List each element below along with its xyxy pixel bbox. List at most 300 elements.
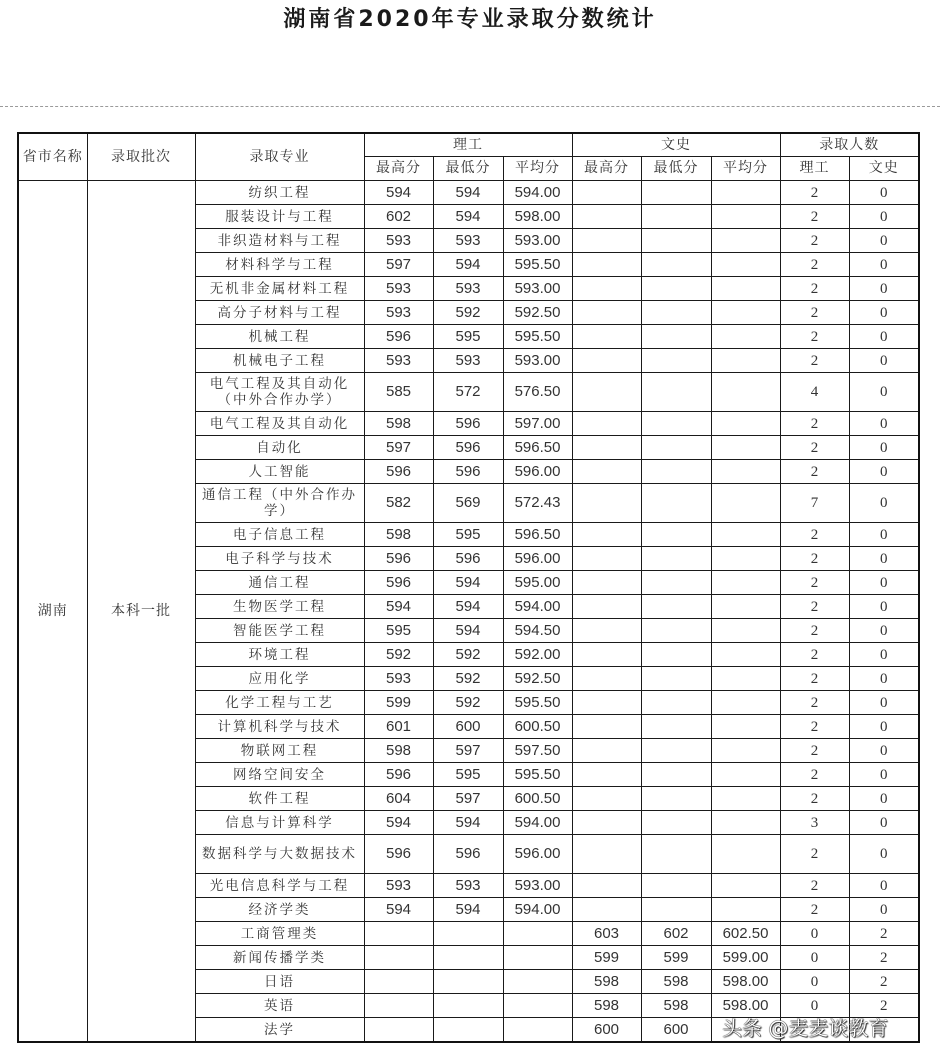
count-arts-cell: 0 — [849, 181, 919, 205]
science-max-cell: 585 — [364, 373, 433, 412]
count-science-cell: 2 — [780, 787, 849, 811]
arts-avg-cell — [711, 547, 780, 571]
science-avg-cell — [503, 970, 572, 994]
arts-avg-cell — [711, 277, 780, 301]
science-max-cell: 593 — [364, 301, 433, 325]
header-science-min: 最低分 — [433, 157, 503, 181]
science-min-cell: 596 — [433, 436, 503, 460]
table-body — [18, 181, 919, 1043]
science-min-cell: 595 — [433, 325, 503, 349]
count-science-cell: 2 — [780, 181, 849, 205]
arts-avg-cell — [711, 460, 780, 484]
arts-max-cell — [572, 349, 641, 373]
arts-min-cell — [641, 349, 711, 373]
arts-avg-cell: 599.00 — [711, 946, 780, 970]
science-max-cell — [364, 994, 433, 1018]
count-arts-cell: 0 — [849, 301, 919, 325]
arts-avg-cell — [711, 643, 780, 667]
arts-max-cell — [572, 811, 641, 835]
count-science-cell: 2 — [780, 205, 849, 229]
arts-min-cell — [641, 898, 711, 922]
science-max-cell: 594 — [364, 181, 433, 205]
science-max-cell: 592 — [364, 643, 433, 667]
science-max-cell: 598 — [364, 523, 433, 547]
science-max-cell: 593 — [364, 874, 433, 898]
count-science-cell: 2 — [780, 619, 849, 643]
arts-avg-cell — [711, 595, 780, 619]
arts-avg-cell — [711, 229, 780, 253]
arts-avg-cell — [711, 373, 780, 412]
arts-avg-cell — [711, 253, 780, 277]
science-min-cell: 594 — [433, 205, 503, 229]
header-province: 省市名称 — [18, 133, 87, 181]
major-cell: 电气工程及其自动化 — [195, 412, 364, 436]
count-science-cell: 2 — [780, 643, 849, 667]
count-science-cell: 2 — [780, 436, 849, 460]
table-row — [18, 181, 919, 205]
arts-avg-cell — [711, 811, 780, 835]
count-science-cell: 0 — [780, 946, 849, 970]
arts-min-cell — [641, 484, 711, 523]
science-min-cell: 594 — [433, 571, 503, 595]
count-arts-cell: 0 — [849, 691, 919, 715]
science-min-cell: 596 — [433, 460, 503, 484]
arts-avg-cell — [711, 205, 780, 229]
arts-max-cell — [572, 595, 641, 619]
arts-max-cell: 603 — [572, 922, 641, 946]
header-count-arts: 文史 — [849, 157, 919, 181]
count-science-cell: 2 — [780, 715, 849, 739]
arts-min-cell: 599 — [641, 946, 711, 970]
science-max-cell: 596 — [364, 835, 433, 874]
science-min-cell: 592 — [433, 667, 503, 691]
count-arts-cell: 0 — [849, 667, 919, 691]
arts-min-cell — [641, 277, 711, 301]
count-arts-cell: 0 — [849, 436, 919, 460]
header-batch: 录取批次 — [87, 133, 195, 181]
arts-max-cell — [572, 619, 641, 643]
arts-avg-cell — [711, 787, 780, 811]
arts-max-cell — [572, 547, 641, 571]
arts-avg-cell — [711, 412, 780, 436]
arts-max-cell — [572, 715, 641, 739]
arts-min-cell — [641, 787, 711, 811]
arts-max-cell — [572, 571, 641, 595]
count-science-cell: 2 — [780, 691, 849, 715]
major-cell: 日语 — [195, 970, 364, 994]
arts-max-cell — [572, 205, 641, 229]
count-science-cell: 2 — [780, 739, 849, 763]
science-min-cell: 592 — [433, 643, 503, 667]
arts-min-cell — [641, 436, 711, 460]
arts-max-cell — [572, 898, 641, 922]
science-avg-cell — [503, 1018, 572, 1043]
header-major: 录取专业 — [195, 133, 364, 181]
major-cell: 无机非金属材料工程 — [195, 277, 364, 301]
count-arts-cell: 2 — [849, 922, 919, 946]
science-max-cell: 597 — [364, 436, 433, 460]
major-cell: 网络空间安全 — [195, 763, 364, 787]
arts-min-cell — [641, 460, 711, 484]
arts-max-cell: 600 — [572, 1018, 641, 1043]
major-cell: 服装设计与工程 — [195, 205, 364, 229]
major-cell: 光电信息科学与工程 — [195, 874, 364, 898]
science-avg-cell: 595.00 — [503, 571, 572, 595]
arts-max-cell — [572, 301, 641, 325]
major-cell: 物联网工程 — [195, 739, 364, 763]
major-cell: 经济学类 — [195, 898, 364, 922]
science-min-cell: 594 — [433, 595, 503, 619]
science-avg-cell: 597.50 — [503, 739, 572, 763]
header-science-avg: 平均分 — [503, 157, 572, 181]
major-cell: 自动化 — [195, 436, 364, 460]
science-max-cell: 594 — [364, 811, 433, 835]
arts-min-cell: 598 — [641, 970, 711, 994]
count-arts-cell: 0 — [849, 373, 919, 412]
science-avg-cell: 594.00 — [503, 811, 572, 835]
arts-min-cell — [641, 643, 711, 667]
science-min-cell: 572 — [433, 373, 503, 412]
arts-avg-cell: 598.00 — [711, 994, 780, 1018]
count-science-cell: 2 — [780, 349, 849, 373]
science-min-cell — [433, 1018, 503, 1043]
admission-score-table — [17, 132, 920, 1043]
science-avg-cell: 600.50 — [503, 715, 572, 739]
count-arts-cell: 0 — [849, 898, 919, 922]
science-avg-cell: 594.00 — [503, 898, 572, 922]
arts-min-cell: 598 — [641, 994, 711, 1018]
major-cell: 工商管理类 — [195, 922, 364, 946]
arts-max-cell — [572, 787, 641, 811]
count-science-cell: 2 — [780, 667, 849, 691]
count-arts-cell: 0 — [849, 460, 919, 484]
major-cell: 新闻传播学类 — [195, 946, 364, 970]
arts-avg-cell — [711, 301, 780, 325]
science-avg-cell: 597.00 — [503, 412, 572, 436]
science-max-cell: 601 — [364, 715, 433, 739]
science-min-cell — [433, 970, 503, 994]
science-max-cell: 593 — [364, 277, 433, 301]
arts-min-cell — [641, 715, 711, 739]
count-arts-cell: 0 — [849, 787, 919, 811]
arts-max-cell — [572, 181, 641, 205]
major-cell: 非织造材料与工程 — [195, 229, 364, 253]
science-max-cell: 594 — [364, 595, 433, 619]
science-min-cell: 597 — [433, 739, 503, 763]
science-min-cell — [433, 946, 503, 970]
count-arts-cell: 0 — [849, 739, 919, 763]
science-avg-cell: 596.00 — [503, 547, 572, 571]
arts-min-cell — [641, 181, 711, 205]
arts-min-cell — [641, 373, 711, 412]
science-min-cell: 592 — [433, 691, 503, 715]
count-science-cell: 2 — [780, 547, 849, 571]
science-min-cell: 569 — [433, 484, 503, 523]
page-title: 湖南省2020年专业录取分数统计 — [283, 7, 657, 32]
science-avg-cell: 592.50 — [503, 301, 572, 325]
major-cell: 法学 — [195, 1018, 364, 1043]
science-min-cell: 596 — [433, 547, 503, 571]
arts-max-cell — [572, 436, 641, 460]
header-arts-max: 最高分 — [572, 157, 641, 181]
header-science-max: 最高分 — [364, 157, 433, 181]
count-arts-cell: 0 — [849, 205, 919, 229]
count-arts-cell: 2 — [849, 970, 919, 994]
science-max-cell: 596 — [364, 571, 433, 595]
arts-avg-cell — [711, 523, 780, 547]
science-min-cell: 595 — [433, 523, 503, 547]
count-arts-cell: 0 — [849, 643, 919, 667]
count-science-cell: 2 — [780, 523, 849, 547]
count-science-cell: 3 — [780, 811, 849, 835]
count-arts-cell: 0 — [849, 349, 919, 373]
science-max-cell: 596 — [364, 325, 433, 349]
header-arts-avg: 平均分 — [711, 157, 780, 181]
arts-avg-cell: 598.00 — [711, 970, 780, 994]
header-science-group: 理工 — [364, 133, 572, 157]
arts-min-cell — [641, 301, 711, 325]
arts-max-cell — [572, 373, 641, 412]
major-cell: 数据科学与大数据技术 — [195, 835, 364, 874]
arts-max-cell — [572, 325, 641, 349]
arts-min-cell — [641, 619, 711, 643]
count-science-cell: 2 — [780, 229, 849, 253]
arts-min-cell — [641, 874, 711, 898]
dashed-divider — [0, 106, 940, 107]
science-max-cell: 593 — [364, 667, 433, 691]
header-count-group: 录取人数 — [780, 133, 919, 157]
science-min-cell: 594 — [433, 253, 503, 277]
science-max-cell: 602 — [364, 205, 433, 229]
count-science-cell: 0 — [780, 994, 849, 1018]
header-arts-group: 文史 — [572, 133, 780, 157]
arts-avg-cell — [711, 715, 780, 739]
arts-avg-cell — [711, 667, 780, 691]
count-science-cell: 2 — [780, 874, 849, 898]
arts-min-cell — [641, 667, 711, 691]
major-cell: 环境工程 — [195, 643, 364, 667]
major-cell: 电子科学与技术 — [195, 547, 364, 571]
batch-cell: 本科一批 — [87, 181, 195, 1043]
science-max-cell — [364, 922, 433, 946]
major-cell: 通信工程 — [195, 571, 364, 595]
science-min-cell: 596 — [433, 412, 503, 436]
science-max-cell: 596 — [364, 763, 433, 787]
science-max-cell — [364, 946, 433, 970]
arts-max-cell — [572, 277, 641, 301]
count-science-cell: 2 — [780, 595, 849, 619]
major-cell: 智能医学工程 — [195, 619, 364, 643]
major-cell: 人工智能 — [195, 460, 364, 484]
arts-avg-cell — [711, 571, 780, 595]
count-arts-cell: 0 — [849, 763, 919, 787]
science-min-cell: 593 — [433, 229, 503, 253]
major-cell: 机械电子工程 — [195, 349, 364, 373]
major-cell: 机械工程 — [195, 325, 364, 349]
count-arts-cell: 0 — [849, 229, 919, 253]
science-max-cell: 604 — [364, 787, 433, 811]
arts-avg-cell — [711, 763, 780, 787]
arts-max-cell — [572, 412, 641, 436]
science-avg-cell: 592.50 — [503, 667, 572, 691]
science-max-cell: 593 — [364, 229, 433, 253]
science-max-cell: 598 — [364, 739, 433, 763]
science-avg-cell: 593.00 — [503, 229, 572, 253]
arts-min-cell — [641, 691, 711, 715]
arts-min-cell — [641, 763, 711, 787]
science-min-cell: 596 — [433, 835, 503, 874]
count-science-cell: 2 — [780, 301, 849, 325]
science-max-cell: 594 — [364, 898, 433, 922]
arts-min-cell: 602 — [641, 922, 711, 946]
major-cell: 材料科学与工程 — [195, 253, 364, 277]
arts-min-cell — [641, 739, 711, 763]
arts-max-cell — [572, 460, 641, 484]
major-cell: 英语 — [195, 994, 364, 1018]
count-arts-cell: 0 — [849, 835, 919, 874]
arts-avg-cell — [711, 874, 780, 898]
science-max-cell: 593 — [364, 349, 433, 373]
science-avg-cell: 592.00 — [503, 643, 572, 667]
count-arts-cell: 0 — [849, 412, 919, 436]
province-cell: 湖南 — [18, 181, 87, 1043]
arts-avg-cell — [711, 181, 780, 205]
watermark: 头条 @麦麦谈教育 — [722, 1016, 889, 1040]
science-avg-cell: 593.00 — [503, 874, 572, 898]
arts-max-cell: 599 — [572, 946, 641, 970]
count-science-cell: 2 — [780, 412, 849, 436]
count-arts-cell: 0 — [849, 253, 919, 277]
science-max-cell: 597 — [364, 253, 433, 277]
arts-min-cell — [641, 229, 711, 253]
science-min-cell: 594 — [433, 898, 503, 922]
science-avg-cell: 596.50 — [503, 523, 572, 547]
science-avg-cell: 596.00 — [503, 835, 572, 874]
count-science-cell: 2 — [780, 253, 849, 277]
science-avg-cell — [503, 946, 572, 970]
count-arts-cell: 0 — [849, 523, 919, 547]
arts-max-cell — [572, 253, 641, 277]
science-avg-cell: 600.50 — [503, 787, 572, 811]
major-cell: 信息与计算科学 — [195, 811, 364, 835]
count-arts-cell: 2 — [849, 994, 919, 1018]
arts-max-cell — [572, 874, 641, 898]
science-max-cell: 596 — [364, 460, 433, 484]
count-arts-cell: 0 — [849, 484, 919, 523]
science-min-cell: 594 — [433, 181, 503, 205]
arts-max-cell — [572, 763, 641, 787]
science-avg-cell: 596.50 — [503, 436, 572, 460]
count-science-cell: 0 — [780, 970, 849, 994]
arts-avg-cell — [711, 325, 780, 349]
count-science-cell: 2 — [780, 571, 849, 595]
science-min-cell: 593 — [433, 277, 503, 301]
major-cell: 化学工程与工艺 — [195, 691, 364, 715]
count-arts-cell: 0 — [849, 619, 919, 643]
arts-avg-cell — [711, 835, 780, 874]
count-science-cell: 2 — [780, 763, 849, 787]
science-avg-cell: 593.00 — [503, 277, 572, 301]
science-avg-cell: 572.43 — [503, 484, 572, 523]
arts-max-cell — [572, 229, 641, 253]
science-min-cell: 597 — [433, 787, 503, 811]
count-arts-cell: 0 — [849, 277, 919, 301]
count-science-cell: 7 — [780, 484, 849, 523]
major-cell: 生物医学工程 — [195, 595, 364, 619]
major-cell: 电子信息工程 — [195, 523, 364, 547]
arts-avg-cell — [711, 898, 780, 922]
count-arts-cell: 0 — [849, 595, 919, 619]
arts-avg-cell — [711, 619, 780, 643]
science-min-cell: 600 — [433, 715, 503, 739]
header-arts-min: 最低分 — [641, 157, 711, 181]
major-cell: 通信工程（中外合作办学） — [195, 484, 364, 523]
science-avg-cell: 594.00 — [503, 595, 572, 619]
science-min-cell — [433, 922, 503, 946]
arts-avg-cell — [711, 436, 780, 460]
arts-min-cell: 600 — [641, 1018, 711, 1043]
count-arts-cell: 2 — [849, 946, 919, 970]
science-avg-cell: 576.50 — [503, 373, 572, 412]
major-cell: 计算机科学与技术 — [195, 715, 364, 739]
science-avg-cell: 595.50 — [503, 325, 572, 349]
count-science-cell: 2 — [780, 898, 849, 922]
science-min-cell: 593 — [433, 349, 503, 373]
count-science-cell: 2 — [780, 835, 849, 874]
arts-max-cell — [572, 835, 641, 874]
arts-max-cell — [572, 484, 641, 523]
arts-min-cell — [641, 595, 711, 619]
arts-max-cell — [572, 667, 641, 691]
major-cell: 高分子材料与工程 — [195, 301, 364, 325]
science-min-cell — [433, 994, 503, 1018]
arts-min-cell — [641, 412, 711, 436]
count-arts-cell: 0 — [849, 547, 919, 571]
science-max-cell: 598 — [364, 412, 433, 436]
science-max-cell: 599 — [364, 691, 433, 715]
science-max-cell: 595 — [364, 619, 433, 643]
science-avg-cell: 595.50 — [503, 691, 572, 715]
count-science-cell: 2 — [780, 277, 849, 301]
arts-min-cell — [641, 835, 711, 874]
major-cell: 电气工程及其自动化（中外合作办学） — [195, 373, 364, 412]
arts-avg-cell — [711, 349, 780, 373]
science-max-cell: 596 — [364, 547, 433, 571]
major-cell: 应用化学 — [195, 667, 364, 691]
arts-min-cell — [641, 571, 711, 595]
science-avg-cell — [503, 994, 572, 1018]
count-arts-cell: 0 — [849, 874, 919, 898]
count-science-cell: 2 — [780, 460, 849, 484]
science-max-cell: 582 — [364, 484, 433, 523]
arts-avg-cell — [711, 691, 780, 715]
arts-avg-cell: 602.50 — [711, 922, 780, 946]
count-arts-cell: 0 — [849, 325, 919, 349]
arts-max-cell — [572, 643, 641, 667]
science-avg-cell: 593.00 — [503, 349, 572, 373]
science-avg-cell — [503, 922, 572, 946]
major-cell: 软件工程 — [195, 787, 364, 811]
count-science-cell: 4 — [780, 373, 849, 412]
science-avg-cell: 595.50 — [503, 763, 572, 787]
arts-max-cell — [572, 691, 641, 715]
science-min-cell: 594 — [433, 811, 503, 835]
science-avg-cell: 594.50 — [503, 619, 572, 643]
major-cell: 纺织工程 — [195, 181, 364, 205]
science-min-cell: 593 — [433, 874, 503, 898]
count-arts-cell: 0 — [849, 811, 919, 835]
science-min-cell: 595 — [433, 763, 503, 787]
